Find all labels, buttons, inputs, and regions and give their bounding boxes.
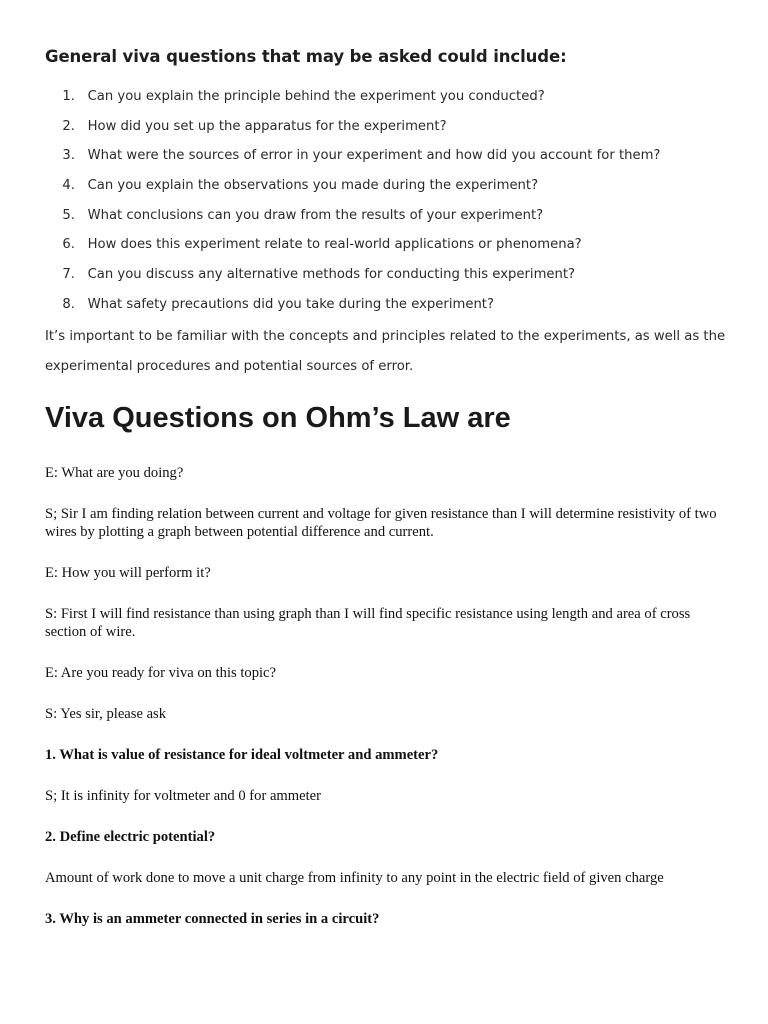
list-item <box>45 234 660 264</box>
list-item-number: 6. <box>62 237 75 253</box>
list-item-number: 7. <box>62 267 75 283</box>
list-item-text: Can you explain the principle behind the experiment you conducted? <box>87 89 545 104</box>
list-item <box>45 175 660 205</box>
list-item-number: 3. <box>62 148 75 164</box>
list-item-text: Can you explain the observations you made during the experiment? <box>87 178 539 194</box>
list-item-text: What safety precautions did you take during the experiment? <box>87 296 494 312</box>
dialog-line: E: How you will perform it? <box>45 565 211 581</box>
list-item-text: What were the sources of error in your experiment and how did you account for them? <box>87 148 661 164</box>
list-item <box>45 294 660 324</box>
dialog-line: S: First I will find resistance than using graph than I will find specific resistance using length and area of cross section of wire. <box>45 606 691 640</box>
dialog-line: S; It is infinity for voltmeter and 0 for ammeter <box>45 788 321 804</box>
list-item-text: How does this experiment relate to real-world applications or phenomena? <box>87 237 582 253</box>
dialog-line: Amount of work done to move a unit charge from infinity to any point in the electric field of given charge <box>45 870 664 886</box>
general-note-paragraph: It’s important to be familiar with the concepts and principles related to the experiments, as well as the experimental procedures and potential sources of error. <box>45 329 726 374</box>
dialog-line: E: What are you doing? <box>45 465 184 481</box>
dialog-line: S; Sir I am finding relation between current and voltage for given resistance than I will determine resistivity of two wires by plotting a graph between potential difference and current. <box>45 506 717 540</box>
dialog-line: S: Yes sir, please ask <box>45 706 167 722</box>
list-item <box>45 86 660 116</box>
list-item-text: Can you discuss any alternative methods for conducting this experiment? <box>87 267 576 283</box>
dialog-question: 2. Define electric potential? <box>45 829 216 845</box>
general-questions-list <box>45 86 660 324</box>
list-item-number: 1. <box>62 89 75 104</box>
ohms-law-title: Viva Questions on Ohm’s Law are <box>45 402 511 434</box>
list-item <box>45 264 660 294</box>
dialog-line: E: Are you ready for viva on this topic? <box>45 665 277 681</box>
list-item-number: 2. <box>62 118 75 134</box>
dialog-question: 3. Why is an ammeter connected in series in a circuit? <box>45 911 380 927</box>
list-item-number: 8. <box>62 296 75 312</box>
list-item-text: How did you set up the apparatus for the experiment? <box>87 118 447 134</box>
general-questions-heading: General viva questions that may be asked could include: <box>45 47 567 66</box>
list-item-text: What conclusions can you draw from the results of your experiment? <box>87 207 544 223</box>
list-item <box>45 145 660 175</box>
dialog-question: 1. What is value of resistance for ideal voltmeter and ammeter? <box>45 747 439 763</box>
list-item-number: 4. <box>62 178 75 194</box>
ohms-law-dialog <box>45 464 725 928</box>
list-item-number: 5. <box>62 207 75 223</box>
list-item <box>45 116 660 146</box>
list-item <box>45 205 660 235</box>
